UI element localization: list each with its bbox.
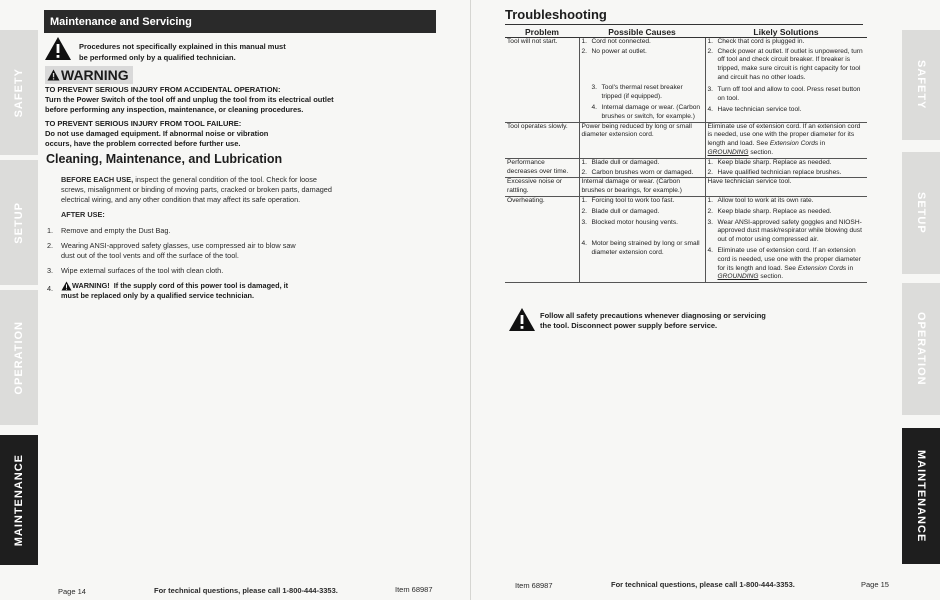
tab-setup-right-label: SETUP <box>915 192 927 234</box>
tab-setup-label: SETUP <box>13 201 25 244</box>
footer-phone: For technical questions, please call 1-800-444-3353. <box>154 586 338 595</box>
see-italic: Extension Cords <box>797 264 847 272</box>
solution-text <box>718 247 866 282</box>
table-row <box>505 178 867 197</box>
tab-operation-label: OPERATION <box>13 320 25 395</box>
solution-number: 2. <box>707 207 713 215</box>
causes-cell: Internal damage or wear. (Carbon brushes or bearings, for example.) <box>579 178 705 197</box>
header-problem: Problem <box>505 28 579 37</box>
tool-failure-warning <box>45 119 425 149</box>
cause-number: 2. <box>581 207 587 215</box>
after-use-label: AFTER USE: <box>61 210 105 219</box>
solutions-cell <box>705 196 867 282</box>
tab-maintenance[interactable] <box>0 435 38 565</box>
solution-number: 4. <box>707 106 713 114</box>
before-text-2: screws, misalignment or binding of moving parts, cracked or broken parts, damaged <box>61 185 332 194</box>
cause-number: 2. <box>581 168 587 176</box>
footer-page-number: Page 15 <box>861 580 889 589</box>
step-4-line-2: must be replaced only by a qualified service technician. <box>61 291 255 300</box>
tab-maintenance-right[interactable] <box>902 428 940 564</box>
before-text-3: electrical wiring, and any other condition that may affect its safe operation. <box>61 195 301 204</box>
before-label: BEFORE EACH USE, <box>61 175 134 184</box>
solution-number: 1. <box>707 37 713 45</box>
solution-end: section. <box>748 148 774 156</box>
table-header-row <box>505 28 867 37</box>
cause-number: 1. <box>581 196 587 204</box>
problem-cell: Performance decreases over time. <box>505 158 579 178</box>
before-each-use-paragraph <box>61 175 361 205</box>
accidental-operation-warning <box>45 85 425 115</box>
cause-text: Tool's thermal reset breaker tripped (if equipped). <box>601 84 683 101</box>
qualified-notice-line-2: be performed only by a qualified technician. <box>79 53 236 62</box>
step-2-line-1: Wearing ANSI-approved safety glasses, use compressed air to blow saw <box>61 241 296 250</box>
step-2-text <box>61 241 351 261</box>
problem-cell: Excessive noise or rattling. <box>505 178 579 197</box>
tab-operation[interactable] <box>0 290 38 425</box>
cause-text: Carbon brushes worn or damaged. <box>591 168 694 176</box>
cause-text: Blade dull or damaged. <box>591 158 660 166</box>
warning-heading <box>45 66 133 84</box>
header-solutions: Likely Solutions <box>705 28 867 37</box>
cause-number: 4. <box>591 103 597 111</box>
solutions-cell <box>705 37 867 122</box>
warning-triangle-small-icon <box>47 69 60 81</box>
solution-text: Wear ANSI-approved safety goggles and NIOSH-approved dust mask/respirator while blowing dust out of motor using compressed air. <box>717 218 862 244</box>
grounding-link[interactable]: GROUNDING <box>707 148 749 156</box>
table-row <box>505 37 867 122</box>
qualified-notice-line-1: Procedures not specifically explained in this manual must <box>79 42 286 51</box>
cause-number: 1. <box>581 37 587 45</box>
tab-operation-right[interactable] <box>902 283 940 415</box>
step-4-warning-label: WARNING! <box>72 281 110 290</box>
step-3-number: 3. <box>47 266 54 275</box>
solution-number: 2. <box>707 168 713 176</box>
solution-number: 1. <box>707 158 713 166</box>
tab-maintenance-right-label: MAINTENANCE <box>915 449 927 543</box>
cause-text: No power at outlet. <box>591 47 647 55</box>
footer-page-number: Page 14 <box>58 587 86 596</box>
accidental-text-1: Turn the Power Switch of the tool off and unplug the tool from its electrical outlet <box>45 95 334 104</box>
failure-text-1: Do not use damaged equipment. If abnormal noise or vibration <box>45 129 269 138</box>
warning-triangle-icon <box>508 307 536 332</box>
solution-text: Check that cord is plugged in. <box>717 37 805 45</box>
cause-text: Internal damage or wear. (Carbon brushes or switch, for example.) <box>601 103 701 120</box>
safety-notice <box>540 311 820 331</box>
warning-heading-text: WARNING <box>61 67 129 83</box>
cause-number: 3. <box>581 218 587 226</box>
solution-in: in <box>818 140 826 148</box>
troubleshooting-table <box>505 28 867 283</box>
section-title: Maintenance and Servicing <box>44 10 436 33</box>
step-1-number: 1. <box>47 226 54 235</box>
footer-phone: For technical questions, please call 1-800-444-3353. <box>611 580 795 589</box>
solutions-cell: Have technician service tool. <box>705 178 867 197</box>
cause-text: Forcing tool to work too fast. <box>591 196 675 204</box>
step-3-text: Wipe external surfaces of the tool with clean cloth. <box>61 266 224 275</box>
accidental-heading: TO PREVENT SERIOUS INJURY FROM ACCIDENTAL OPERATION: <box>45 85 281 94</box>
solution-number: 3. <box>707 85 713 93</box>
table-row <box>505 122 867 158</box>
cause-number: 2. <box>581 47 587 55</box>
solution-number: 3. <box>707 218 713 226</box>
tab-safety[interactable] <box>0 30 38 155</box>
causes-cell <box>579 158 705 178</box>
solution-italic: Extension Cords <box>769 140 819 148</box>
cause-number: 3. <box>591 84 597 92</box>
cleaning-heading: Cleaning, Maintenance, and Lubrication <box>46 152 283 166</box>
tab-setup[interactable] <box>0 160 38 285</box>
cause-number: 1. <box>581 158 587 166</box>
table-row <box>505 196 867 282</box>
title-rule <box>505 24 863 25</box>
solution-number: 1. <box>707 196 713 204</box>
accidental-text-2: before performing any inspection, maintenance, or cleaning procedures. <box>45 105 304 114</box>
solution-text: Check power at outlet. If outlet is unpowered, turn off tool and check circuit breaker. If breaker is tripped, make sure circuit is right capacity for tool and circuit has no other loads. <box>717 47 863 81</box>
solution-text: Have qualified technician replace brushes. <box>717 168 842 176</box>
cause-text: Blocked motor housing vents. <box>591 218 678 226</box>
table-row <box>505 158 867 178</box>
footer-item: Item 68987 <box>515 581 553 590</box>
solution-number: 2. <box>707 47 713 55</box>
tab-operation-right-label: OPERATION <box>915 312 927 386</box>
see-text: See <box>784 264 798 272</box>
solutions-cell <box>705 158 867 178</box>
problem-cell: Overheating. <box>505 196 579 282</box>
warning-triangle-icon <box>44 36 72 61</box>
tab-safety-right-label: SAFETY <box>915 60 927 110</box>
solution-text: Turn off tool and allow to cool. Press reset button on tool. <box>717 85 861 102</box>
solution-text: Keep blade sharp. Replace as needed. <box>717 207 832 215</box>
warning-triangle-inline-icon <box>61 281 72 291</box>
solution-number: 4. <box>707 246 713 254</box>
tab-setup-right[interactable] <box>902 152 940 274</box>
safety-notice-line-2: the tool. Disconnect power supply before service. <box>540 321 718 330</box>
safety-notice-line-1: Follow all safety precautions whenever diagnosing or servicing <box>540 311 766 320</box>
cause-text: Cord not connected. <box>591 37 651 45</box>
problem-cell: Tool operates slowly. <box>505 122 579 158</box>
solution-text: Have technician service tool. <box>717 106 802 114</box>
solution-text-main: Eliminate use of extension cord. If an extension cord is needed, use one with the proper diameter for its length and load. <box>717 246 861 272</box>
problem-cell: Tool will not start. <box>505 37 579 122</box>
see-end: section. <box>758 273 784 281</box>
step-2-line-2: dust out of the tool vents and off the surface of the tool. <box>61 251 239 260</box>
before-text-1: inspect the general condition of the tool. Check for loose <box>133 175 317 184</box>
cause-text: Motor being strained by long or small diameter extension cord. <box>591 240 700 257</box>
solutions-cell <box>705 122 867 158</box>
failure-text-2: occurs, have the problem corrected before further use. <box>45 139 241 148</box>
page-15 <box>470 0 940 600</box>
step-4-text <box>61 281 351 301</box>
solution-text: Allow tool to work at its own rate. <box>717 196 814 204</box>
footer-item: Item 68987 <box>395 585 433 594</box>
solution-text: Eliminate use of extension cord. If an extension cord is needed, use one with the proper diameter for its length and load. See <box>707 122 861 148</box>
solution-text: Keep blade sharp. Replace as needed. <box>717 158 832 166</box>
cause-text: Blade dull or damaged. <box>591 207 660 215</box>
header-causes: Possible Causes <box>579 28 705 37</box>
tab-safety-right[interactable] <box>902 30 940 140</box>
failure-heading: TO PREVENT SERIOUS INJURY FROM TOOL FAILURE: <box>45 119 242 128</box>
causes-cell <box>579 37 705 122</box>
troubleshooting-title: Troubleshooting <box>505 7 607 22</box>
causes-cell: Power being reduced by long or small diameter extension cord. <box>579 122 705 158</box>
step-2-number: 2. <box>47 241 54 250</box>
step-4-number: 4. <box>47 284 54 293</box>
causes-cell <box>579 196 705 282</box>
step-4-line-1: If the supply cord of this power tool is damaged, it <box>109 281 289 290</box>
step-1-text: Remove and empty the Dust Bag. <box>61 226 171 235</box>
see-in: in <box>846 264 854 272</box>
tab-safety-label: SAFETY <box>13 67 25 118</box>
grounding-link[interactable]: GROUNDING <box>717 273 759 281</box>
cause-number: 4. <box>581 240 587 248</box>
tab-maintenance-label: MAINTENANCE <box>13 453 25 547</box>
